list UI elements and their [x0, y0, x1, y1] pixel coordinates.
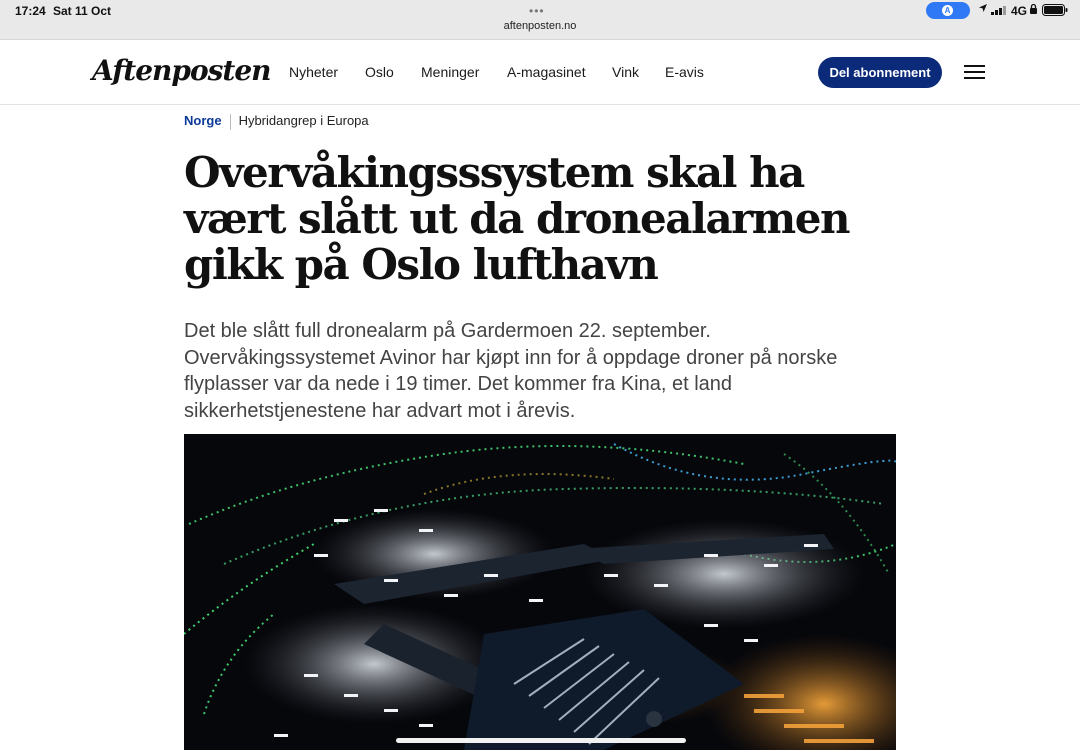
address-bar-url[interactable]: aftenposten.no — [503, 20, 577, 32]
nav-e-avis[interactable]: E-avis — [665, 64, 704, 80]
location-pill[interactable] — [926, 2, 970, 19]
article-headline: Overvåkingsssystem skal ha vært slått ut da dronealarmen gikk på Oslo lufthavn — [184, 148, 849, 289]
hero-image — [184, 434, 896, 750]
aftenposten-logo[interactable]: Aftenposten — [92, 54, 271, 87]
status-bar — [0, 0, 1080, 40]
lock-icon — [1029, 3, 1038, 15]
status-time: 17:24 — [15, 4, 46, 18]
breadcrumb-divider — [230, 114, 231, 130]
location-arrow-icon — [978, 3, 988, 13]
airport-aerial-photo — [184, 434, 896, 750]
nav-vink[interactable]: Vink — [612, 64, 639, 80]
home-indicator[interactable] — [396, 738, 686, 743]
hamburger-menu-icon[interactable] — [964, 65, 985, 79]
nav-oslo[interactable]: Oslo — [365, 64, 394, 80]
navigation-app-icon: A — [942, 5, 953, 16]
status-date: Sat 11 Oct — [53, 4, 112, 18]
nav-nyheter[interactable]: Nyheter — [289, 64, 339, 80]
nav-meninger[interactable]: Meninger — [421, 64, 480, 80]
network-type: 4G — [1011, 4, 1028, 18]
site-header — [0, 40, 1080, 105]
cellular-signal-icon — [991, 5, 1007, 15]
breadcrumb-topic[interactable]: Hybridangrep i Europa — [238, 113, 369, 128]
nav-a-magasinet[interactable]: A-magasinet — [507, 64, 586, 80]
breadcrumb-section[interactable]: Norge — [184, 113, 222, 128]
article-lead: Det ble slått full dronealarm på Gardermoen 22. september. Overvåkingssystemet Avinor har kjøpt inn for å oppdage droner på norske flyplasser var da nede i 19 timer. Det kommer fra Kina, et land sikkerhetstjenestene har advart mot i årevis. — [184, 320, 838, 422]
multitask-dots-icon[interactable]: ••• — [529, 4, 545, 18]
battery-icon — [1042, 4, 1068, 16]
subscribe-button[interactable]: Del abonnement — [818, 57, 942, 88]
breadcrumb — [184, 113, 369, 130]
